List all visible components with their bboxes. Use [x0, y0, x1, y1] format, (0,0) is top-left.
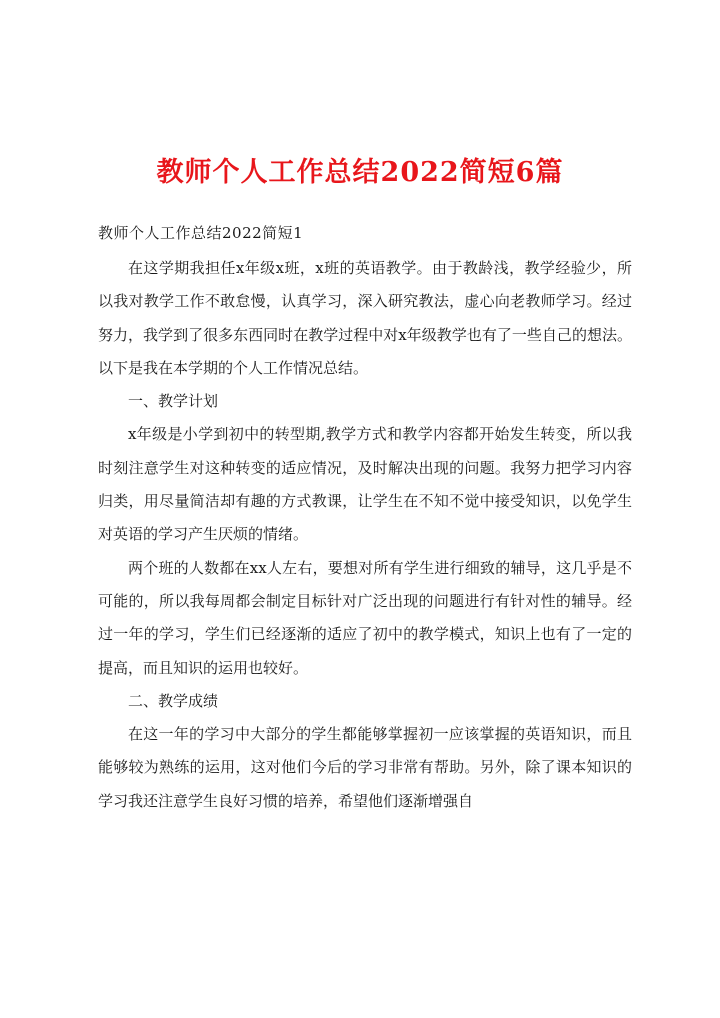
document-subtitle: 教师个人工作总结2022简短1 — [98, 224, 304, 242]
paragraph-intro: 在这学期我担任x年级x班，x班的英语教学。由于教龄浅，教学经验少，所以我对教学工作不敢怠慢，认真学习，深入研究教法，虚心向老教师学习。经过努力，我学到了很多东西同时在教学过程中对x年级教学也有了一些自己的想法。以下是我在本学期的个人工作情况总结。 — [98, 259, 632, 377]
paragraph-results: 在这一年的学习中大部分的学生都能够掌握初一应该掌握的英语知识，而且能够较为熟练的运用，这对他们今后的学习非常有帮助。另外，除了课本知识的学习我还注意学生良好习惯的培养，希望他们逐渐增强自 — [98, 725, 632, 810]
paragraph-tutoring: 两个班的人数都在xx人左右，要想对所有学生进行细致的辅导，这几乎是不可能的，所以我每周都会制定目标针对广泛出现的问题进行有针对性的辅导。经过一年的学习，学生们已经逐渐的适应了初中的教学模式，知识上也有了一定的提高，而且知识的运用也较好。 — [98, 558, 632, 677]
section-heading-teaching-results: 二、教学成绩 — [128, 691, 219, 710]
section-heading-teaching-plan: 一、教学计划 — [128, 392, 219, 411]
document-body — [98, 252, 632, 818]
document-title: 教师个人工作总结2022简短6篇 — [156, 157, 564, 188]
paragraph-transition: x年级是小学到初中的转型期,教学方式和教学内容都开始发生转变，所以我时刻注意学生对这种转变的适应情况，及时解决出现的问题。我努力把学习内容归类，用尽量简洁却有趣的方式教课，让学生在不知不觉中接受知识，以免学生对英语的学习产生厌烦的情绪。 — [98, 425, 632, 544]
